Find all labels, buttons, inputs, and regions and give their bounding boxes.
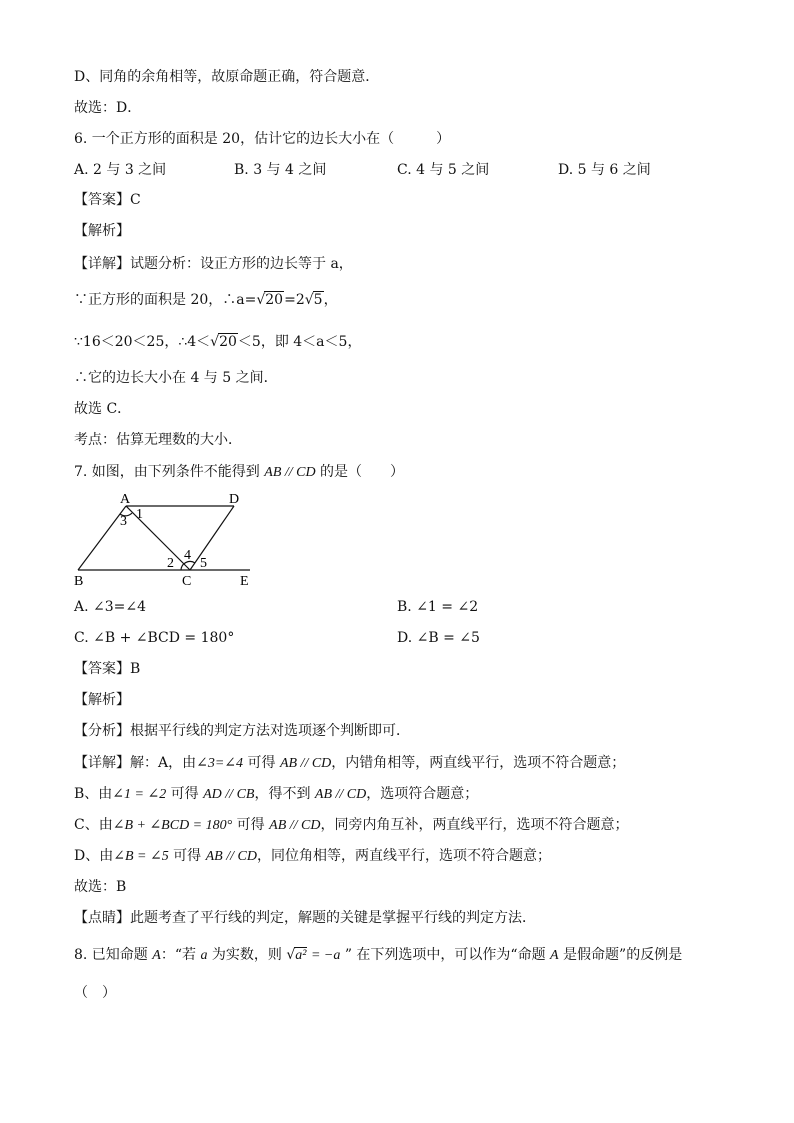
q7-answer: 【答案】B — [74, 661, 141, 677]
label-angle-2: 2 — [167, 556, 174, 571]
label-d: D — [229, 492, 240, 507]
label-b: B — [74, 574, 84, 589]
question-7: 7. 如图，由下列条件不能得到 AB // CD 的是（ ） — [74, 464, 405, 480]
q7-dianjing: 【点睛】此题考查了平行线的判定，解题的关键是掌握平行线的判定方法． — [74, 910, 536, 926]
q7-option-b: B. ∠1 = ∠2 — [397, 599, 479, 615]
q6-option-c: C. 4 与 5 之间 — [397, 162, 490, 178]
q7-detail-a: 【详解】解：A，由∠3=∠4 可得 AB // CD，内错角相等，两直线平行，选项不符合题意； — [74, 755, 626, 771]
text-line: 故选：D． — [74, 100, 142, 116]
q7-option-c: C. ∠B + ∠BCD = 180° — [74, 630, 235, 646]
q7-detail-d: D、由∠B = ∠5 可得 AB // CD，同位角相等，两直线平行，选项不符合题意； — [74, 848, 551, 864]
q7-analysis: 【解析】 — [74, 692, 130, 708]
q7-options-row-1 — [74, 597, 734, 617]
q6-step-3: ∴它的边长大小在 4 与 5 之间． — [74, 370, 278, 386]
q7-options-row-2 — [74, 628, 734, 648]
q7-option-d: D. ∠B = ∠5 — [397, 630, 480, 646]
label-angle-3: 3 — [120, 514, 127, 529]
line-cd — [190, 506, 234, 570]
q6-analysis: 【解析】 — [74, 223, 130, 239]
label-angle-4: 4 — [184, 548, 191, 563]
label-c: C — [182, 574, 192, 589]
question-8: 8. 已知命题 A：“若 a 为实数，则 √a² = −a ” 在下列选项中，可以作为“命题 A 是假命题”的反例是 — [74, 947, 683, 963]
q6-step-2: ∵16＜20＜25，∴4＜√20＜5，即 4＜a＜5， — [74, 334, 362, 350]
label-a: A — [120, 492, 131, 507]
q6-answer: 【答案】C — [74, 192, 141, 208]
q7-fenxi: 【分析】根据平行线的判定方法对选项逐个判断即可． — [74, 723, 410, 739]
q8-bracket: （ ） — [74, 985, 116, 1001]
question-6: 6. 一个正方形的面积是 20，估计它的边长大小在（ ） — [74, 131, 451, 147]
label-e: E — [240, 574, 249, 589]
q6-option-d: D. 5 与 6 之间 — [558, 162, 651, 178]
q6-option-a: A. 2 与 3 之间 — [74, 162, 167, 178]
geometry-figure — [74, 490, 264, 590]
text-line: D、同角的余角相等，故原命题正确，符合题意． — [74, 69, 380, 85]
q6-step-1: ∵正方形的面积是 20，∴a=√20=2√5， — [74, 292, 338, 308]
q7-select: 故选：B — [74, 879, 127, 895]
q6-step-5: 考点：估算无理数的大小． — [74, 432, 242, 448]
q6-step-4: 故选 C． — [74, 401, 132, 417]
q7-option-a: A. ∠3=∠4 — [74, 599, 147, 615]
q6-option-b: B. 3 与 4 之间 — [234, 162, 327, 178]
q7-detail-b: B、由∠1 = ∠2 可得 AD // CB，得不到 AB // CD，选项符合题意； — [74, 786, 479, 802]
label-angle-5: 5 — [200, 556, 207, 571]
q7-detail-c: C、由∠B + ∠BCD = 180° 可得 AB // CD，同旁内角互补，两直线平行，选项不符合题意； — [74, 817, 629, 833]
q6-options — [74, 160, 734, 180]
label-angle-1: 1 — [136, 507, 143, 522]
q6-detail: 【详解】试题分析：设正方形的边长等于 a， — [74, 256, 353, 272]
line-ab — [78, 506, 126, 570]
